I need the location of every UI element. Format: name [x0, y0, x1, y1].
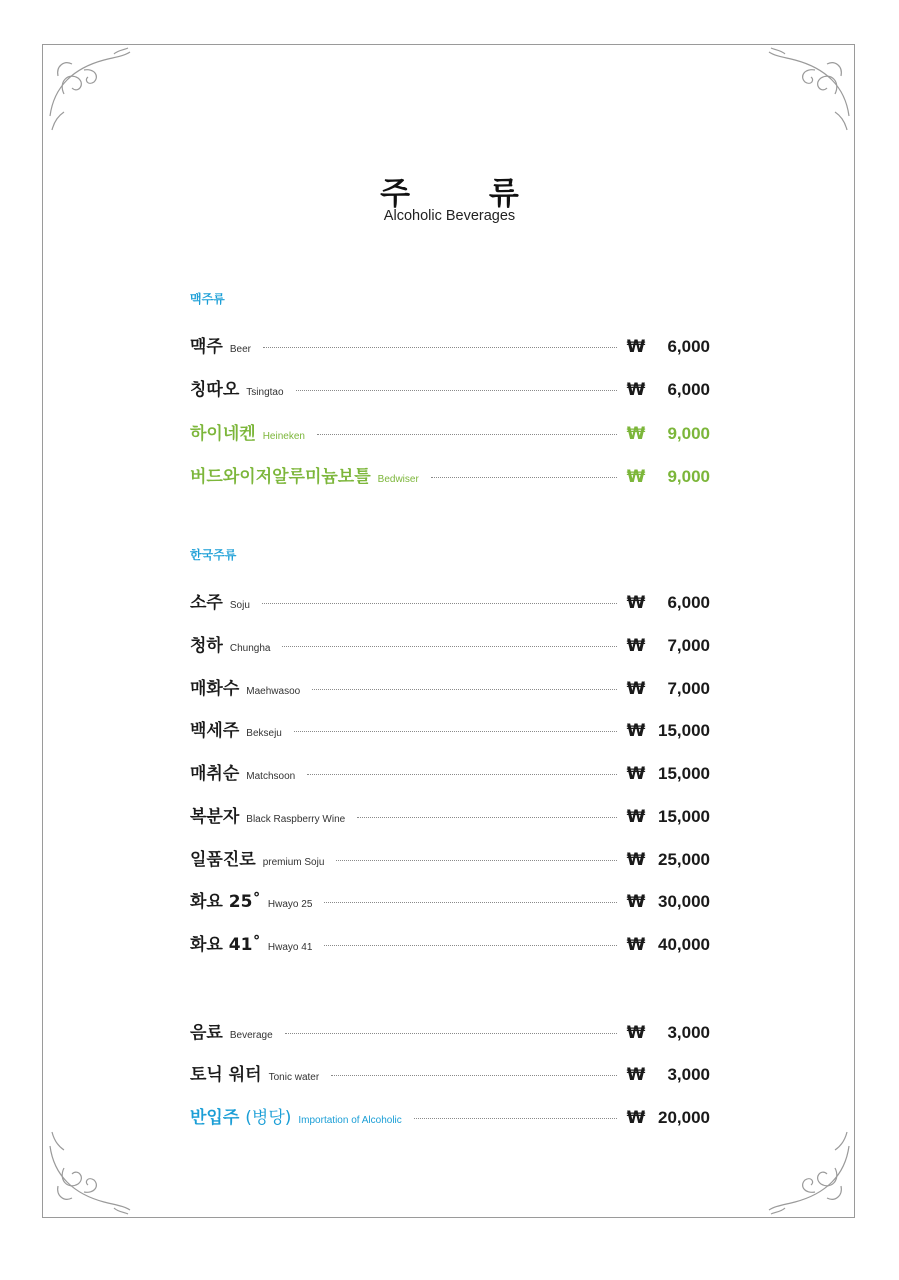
item-price: 7,000: [667, 679, 710, 698]
item-price: 30,000: [658, 892, 710, 911]
item-name: 백세주: [190, 721, 240, 741]
item-name: 화요 41˚: [190, 935, 261, 955]
dot-leader: [262, 603, 617, 604]
menu-item: [190, 588, 710, 614]
menu-item: [190, 332, 710, 358]
item-name: 일품진로: [190, 850, 256, 870]
currency-symbol: ₩: [626, 337, 646, 357]
item-price: 9,000: [667, 424, 710, 443]
dot-leader: [324, 945, 617, 946]
menu-item: [190, 1103, 710, 1129]
item-name: 음료: [190, 1023, 223, 1043]
dot-leader: [282, 646, 617, 647]
dot-leader: [324, 902, 617, 903]
dot-leader: [357, 817, 617, 818]
currency-symbol: ₩: [626, 467, 646, 487]
currency-symbol: ₩: [626, 807, 646, 827]
menu-item: [190, 419, 710, 445]
item-price: 15,000: [658, 807, 710, 826]
item-price: 15,000: [658, 721, 710, 740]
menu-item: [190, 631, 710, 657]
item-english: Matchsoon: [246, 771, 296, 782]
page-title: 주 류: [380, 176, 553, 212]
dot-leader: [312, 689, 617, 690]
dot-leader: [414, 1118, 617, 1119]
dot-leader: [336, 860, 617, 861]
currency-symbol: ₩: [626, 593, 646, 613]
currency-symbol: ₩: [626, 1108, 646, 1128]
item-name: 복분자: [190, 807, 240, 827]
menu-item: [190, 375, 710, 401]
item-name-note: (병당): [245, 1108, 292, 1128]
dot-leader: [285, 1033, 617, 1034]
item-name: 소주: [190, 593, 223, 613]
item-price: 20,000: [658, 1108, 710, 1127]
item-english: Maehwasoo: [246, 686, 301, 697]
item-english: premium Soju: [262, 857, 325, 868]
menu-item: [190, 462, 710, 488]
item-english: Tsingtao: [246, 387, 284, 398]
item-name: 토닉 워터: [190, 1065, 262, 1085]
item-price: 3,000: [667, 1065, 710, 1084]
menu-item: [190, 759, 710, 785]
currency-symbol: ₩: [626, 892, 646, 912]
item-english: Bedwiser: [377, 474, 419, 485]
page-subtitle: Alcoholic Beverages: [383, 208, 516, 224]
menu-item: [190, 887, 710, 913]
item-name: 반입주: [190, 1108, 240, 1128]
dot-leader: [331, 1075, 617, 1076]
item-name: 청하: [190, 636, 223, 656]
menu-item: [190, 716, 710, 742]
item-price: 25,000: [658, 850, 710, 869]
item-english: Importation of Alcoholic: [298, 1115, 402, 1126]
dot-leader: [317, 434, 617, 435]
dot-leader: [307, 774, 617, 775]
item-price: 6,000: [667, 593, 710, 612]
item-english: Beer: [229, 344, 251, 355]
item-name: 매취순: [190, 764, 240, 784]
flourish-icon: [44, 46, 134, 136]
item-english: Beverage: [229, 1030, 273, 1041]
item-name: 맥주: [190, 337, 223, 357]
section-heading-beer: 맥주류: [190, 292, 225, 306]
item-price: 7,000: [667, 636, 710, 655]
menu-item: [190, 930, 710, 956]
flourish-icon: [765, 46, 855, 136]
item-english: Black Raspberry Wine: [246, 814, 346, 825]
item-english: Hwayo 41: [267, 942, 313, 953]
item-price: 40,000: [658, 935, 710, 954]
item-name: 버드와이저알루미늄보틀: [190, 467, 371, 487]
item-name: 칭따오: [190, 380, 240, 400]
item-price: 6,000: [667, 337, 710, 356]
item-price: 9,000: [667, 467, 710, 486]
item-english: Hwayo 25: [267, 899, 313, 910]
dot-leader: [294, 731, 617, 732]
currency-symbol: ₩: [626, 721, 646, 741]
menu-item: [190, 845, 710, 871]
item-price: 15,000: [658, 764, 710, 783]
currency-symbol: ₩: [626, 850, 646, 870]
item-name: 화요 25˚: [190, 892, 261, 912]
item-english: Chungha: [229, 643, 271, 654]
item-english: Heineken: [262, 431, 305, 442]
dot-leader: [263, 347, 617, 348]
menu-item: [190, 1018, 710, 1044]
currency-symbol: ₩: [626, 424, 646, 444]
currency-symbol: ₩: [626, 679, 646, 699]
currency-symbol: ₩: [626, 1023, 646, 1043]
currency-symbol: ₩: [626, 636, 646, 656]
section-heading-korean: 한국주류: [190, 548, 237, 562]
flourish-icon: [765, 1126, 855, 1216]
dot-leader: [296, 390, 617, 391]
item-english: Tonic water: [268, 1072, 320, 1083]
currency-symbol: ₩: [626, 935, 646, 955]
item-price: 3,000: [667, 1023, 710, 1042]
currency-symbol: ₩: [626, 764, 646, 784]
item-price: 6,000: [667, 380, 710, 399]
menu-item: [190, 674, 710, 700]
menu-item: [190, 1060, 710, 1086]
item-english: Soju: [229, 600, 250, 611]
menu-item: [190, 802, 710, 828]
flourish-icon: [44, 1126, 134, 1216]
dot-leader: [431, 477, 617, 478]
item-name: 매화수: [190, 679, 240, 699]
item-name: 하이네켄: [190, 424, 256, 444]
currency-symbol: ₩: [626, 380, 646, 400]
currency-symbol: ₩: [626, 1065, 646, 1085]
item-english: Bekseju: [246, 728, 282, 739]
